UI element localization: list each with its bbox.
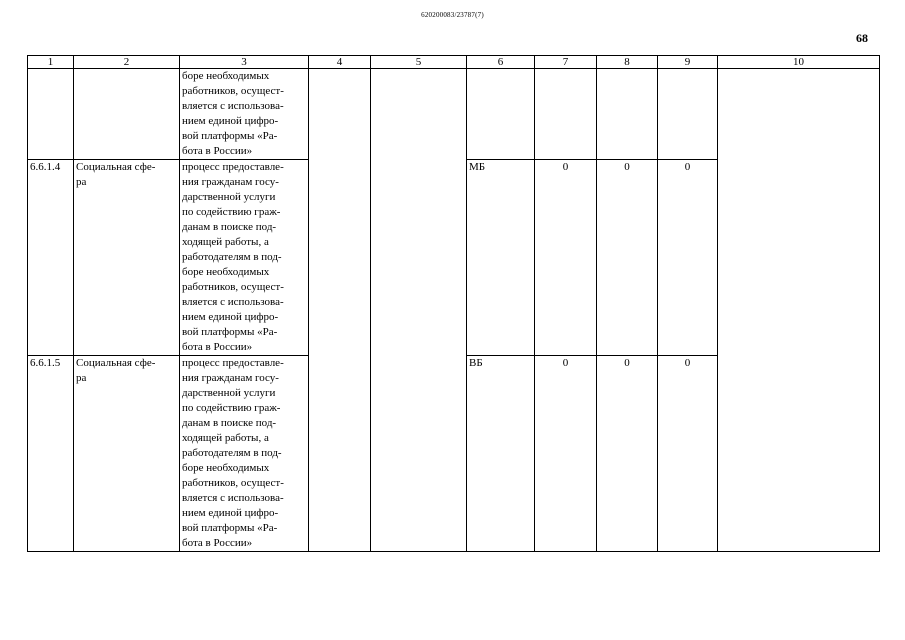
description-line: работодателям в под- [182, 251, 282, 263]
page-number: 68 [856, 31, 868, 45]
description-line: вой платформы «Ра- [182, 130, 278, 142]
description-line: бота в России» [182, 145, 253, 157]
column-header-row [28, 56, 880, 69]
cell-col7: 0 [535, 356, 597, 552]
cell-col7 [535, 69, 597, 160]
description-line: по содействию граж- [182, 402, 281, 414]
description-line: боре необходимых [182, 70, 270, 82]
description-line: дарственной услуги [182, 191, 276, 203]
column-header: 7 [535, 56, 597, 69]
column-header: 5 [371, 56, 467, 69]
description-line: процесс предоставле- [182, 357, 284, 369]
cell-col7: 0 [535, 160, 597, 356]
description-line: по содействию граж- [182, 206, 281, 218]
cell-budget [467, 69, 535, 160]
description-line: нием единой цифро- [182, 115, 279, 127]
cell-code: 6.6.1.5 [28, 356, 74, 552]
description-line: нием единой цифро- [182, 311, 279, 323]
description-line: вой платформы «Ра- [182, 522, 278, 534]
document-code: 620200083/23787(7) [421, 11, 484, 19]
sphere-line: Социальная сфе- [76, 161, 156, 173]
description-line: ходящей работы, а [182, 236, 269, 248]
cell-col9: 0 [658, 160, 718, 356]
description-line: боре необходимых [182, 462, 270, 474]
description-line: работников, осущест- [182, 281, 284, 293]
description-line: работников, осущест- [182, 477, 284, 489]
cell-col5 [371, 69, 467, 552]
description-line: ния гражданам госу- [182, 372, 279, 384]
column-header: 10 [718, 56, 880, 69]
column-header: 6 [467, 56, 535, 69]
sphere-line: Социальная сфе- [76, 357, 156, 369]
cell-code: 6.6.1.4 [28, 160, 74, 356]
cell-col9 [658, 69, 718, 160]
data-table [27, 55, 880, 552]
description-line: данам в поиске под- [182, 221, 277, 233]
table-row-continuation [28, 69, 880, 160]
cell-col8 [597, 69, 658, 160]
cell-col10 [718, 69, 880, 552]
description-line: боре необходимых [182, 266, 270, 278]
description-line: вой платформы «Ра- [182, 326, 278, 338]
cell-col4 [309, 69, 371, 552]
cell-budget: МБ [467, 160, 535, 356]
description-line: дарственной услуги [182, 387, 276, 399]
column-header: 2 [74, 56, 180, 69]
cell-sphere [74, 69, 180, 160]
column-header: 4 [309, 56, 371, 69]
cell-budget: ВБ [467, 356, 535, 552]
cell-description [180, 356, 309, 552]
description-line: вляется с использова- [182, 296, 284, 308]
cell-sphere [74, 356, 180, 552]
column-header: 8 [597, 56, 658, 69]
description-line: данам в поиске под- [182, 417, 277, 429]
column-header: 9 [658, 56, 718, 69]
cell-description [180, 160, 309, 356]
description-line: работников, осущест- [182, 85, 284, 97]
description-line: ходящей работы, а [182, 432, 269, 444]
description-line: ния гражданам госу- [182, 176, 279, 188]
description-line: бота в России» [182, 537, 253, 549]
cell-col8: 0 [597, 160, 658, 356]
cell-col8: 0 [597, 356, 658, 552]
description-line: процесс предоставле- [182, 161, 284, 173]
cell-sphere [74, 160, 180, 356]
description-line: работодателям в под- [182, 447, 282, 459]
description-line: вляется с использова- [182, 100, 284, 112]
cell-col9: 0 [658, 356, 718, 552]
cell-description [180, 69, 309, 160]
sphere-line: ра [76, 176, 87, 188]
column-header: 3 [180, 56, 309, 69]
sphere-line: ра [76, 372, 87, 384]
description-line: нием единой цифро- [182, 507, 279, 519]
column-header: 1 [28, 56, 74, 69]
cell-code [28, 69, 74, 160]
description-line: бота в России» [182, 341, 253, 353]
description-line: вляется с использова- [182, 492, 284, 504]
